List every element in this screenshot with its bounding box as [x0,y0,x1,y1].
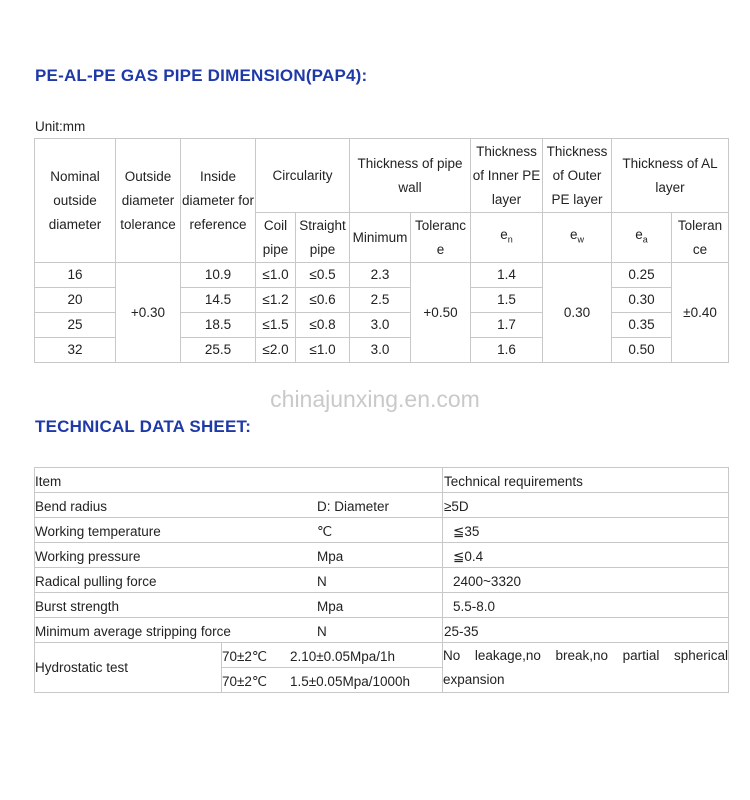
cell-inside: 10.9 [181,263,256,288]
table-row [35,543,729,568]
tech-heading: TECHNICAL DATA SHEET: [35,417,252,436]
cell-wall-tolerance: +0.50 [411,263,471,363]
dimension-heading: PE-AL-PE GAS PIPE DIMENSION(PAP4): [35,66,368,85]
hydro-value-1: 2.10±0.05Mpa/1h [290,649,395,664]
cell-al-tolerance: ±0.40 [672,263,729,363]
header-al-layer: Thickness of AL layer [612,139,729,213]
hydro-requirement: No leakage,no break,no partial spherical expansion [443,643,729,693]
header-requirements: Technical requirements [443,468,729,493]
cell-ew: 0.30 [543,263,612,363]
table-row [35,568,729,593]
requirement-cell: 25-35 [443,618,729,643]
requirement-cell: ≦0.4 [443,543,729,568]
item-name: Radical pulling force [35,574,157,589]
item-unit: Mpa [317,599,344,614]
item-cell [35,543,443,568]
cell-minimum: 2.5 [350,288,411,313]
hydro-temp-1: 70±2℃ [222,649,268,664]
cell-inside: 14.5 [181,288,256,313]
requirement-cell: ≥5D [443,493,729,518]
tech-table [34,467,729,693]
requirement-cell: 2400~3320 [443,568,729,593]
item-unit: D: Diameter [317,499,390,514]
cell-coil: ≤1.2 [256,288,296,313]
cell-inside: 18.5 [181,313,256,338]
table-row [35,493,729,518]
cell-nominal: 25 [35,313,116,338]
hydro-value-2: 1.5±0.05Mpa/1000h [290,674,411,689]
hydro-condition-1 [222,643,443,668]
cell-straight: ≤1.0 [296,338,350,363]
cell-en: 1.7 [471,313,543,338]
item-unit: N [317,574,327,589]
header-circularity: Circularity [256,139,350,213]
unit-label: Unit:mm [35,119,86,134]
header-ea [612,213,672,263]
header-inner-pe: Thickness of Inner PE layer [471,139,543,213]
item-name: Working temperature [35,524,161,539]
cell-minimum: 3.0 [350,313,411,338]
cell-ea: 0.35 [612,313,672,338]
cell-en: 1.6 [471,338,543,363]
hydro-temp-2: 70±2℃ [222,674,268,689]
ew-sub: w [577,234,585,245]
item-cell [35,618,443,643]
header-al-tolerance: Toleran ce [672,213,729,263]
header-item: Item [35,468,443,493]
cell-minimum: 3.0 [350,338,411,363]
header-outer-pe: Thickness of Outer PE layer [543,139,612,213]
cell-ea: 0.25 [612,263,672,288]
header-nominal: Nominal outside diameter [35,139,116,263]
dimension-table [34,138,729,363]
cell-inside: 25.5 [181,338,256,363]
item-name: Burst strength [35,599,120,614]
requirement-cell: 5.5-8.0 [443,593,729,618]
table-row [35,593,729,618]
cell-nominal: 20 [35,288,116,313]
item-cell [35,493,443,518]
item-cell [35,593,443,618]
cell-nominal: 16 [35,263,116,288]
item-name: Minimum average stripping force [35,624,231,639]
header-en [471,213,543,263]
hydro-row [35,643,729,668]
en-sub: n [507,234,513,245]
cell-coil: ≤1.0 [256,263,296,288]
cell-straight: ≤0.5 [296,263,350,288]
ea-sub: a [642,234,648,245]
ew-base: e [570,227,578,243]
header-straight-pipe: Straight pipe [296,213,350,263]
hydro-label: Hydrostatic test [35,643,222,693]
header-outside-tolerance: Outside diameter tolerance [116,139,181,263]
item-cell [35,518,443,543]
en-base: e [500,227,508,243]
item-unit: N [317,624,327,639]
cell-ea: 0.30 [612,288,672,313]
table-row [35,518,729,543]
table-row [35,263,729,288]
ea-base: e [635,227,643,243]
header-wall-tolerance: Toleranc e [411,213,471,263]
header-minimum: Minimum [350,213,411,263]
cell-straight: ≤0.8 [296,313,350,338]
tech-header-row [35,468,729,493]
item-name: Bend radius [35,499,108,514]
cell-coil: ≤2.0 [256,338,296,363]
hydro-condition-2 [222,668,443,693]
item-cell [35,568,443,593]
table-row [35,618,729,643]
header-ew [543,213,612,263]
item-name: Working pressure [35,549,141,564]
cell-ea: 0.50 [612,338,672,363]
cell-outside-tolerance: +0.30 [116,263,181,363]
item-unit: ℃ [317,524,333,539]
requirement-cell: ≦35 [443,518,729,543]
cell-en: 1.5 [471,288,543,313]
header-coil-pipe: Coil pipe [256,213,296,263]
item-unit: Mpa [317,549,344,564]
cell-minimum: 2.3 [350,263,411,288]
header-thickness-pipe-wall: Thickness of pipe wall [350,139,471,213]
header-inside-diameter: Inside diameter for reference [181,139,256,263]
cell-coil: ≤1.5 [256,313,296,338]
watermark: chinajunxing.en.com [270,386,480,412]
cell-straight: ≤0.6 [296,288,350,313]
cell-en: 1.4 [471,263,543,288]
cell-nominal: 32 [35,338,116,363]
